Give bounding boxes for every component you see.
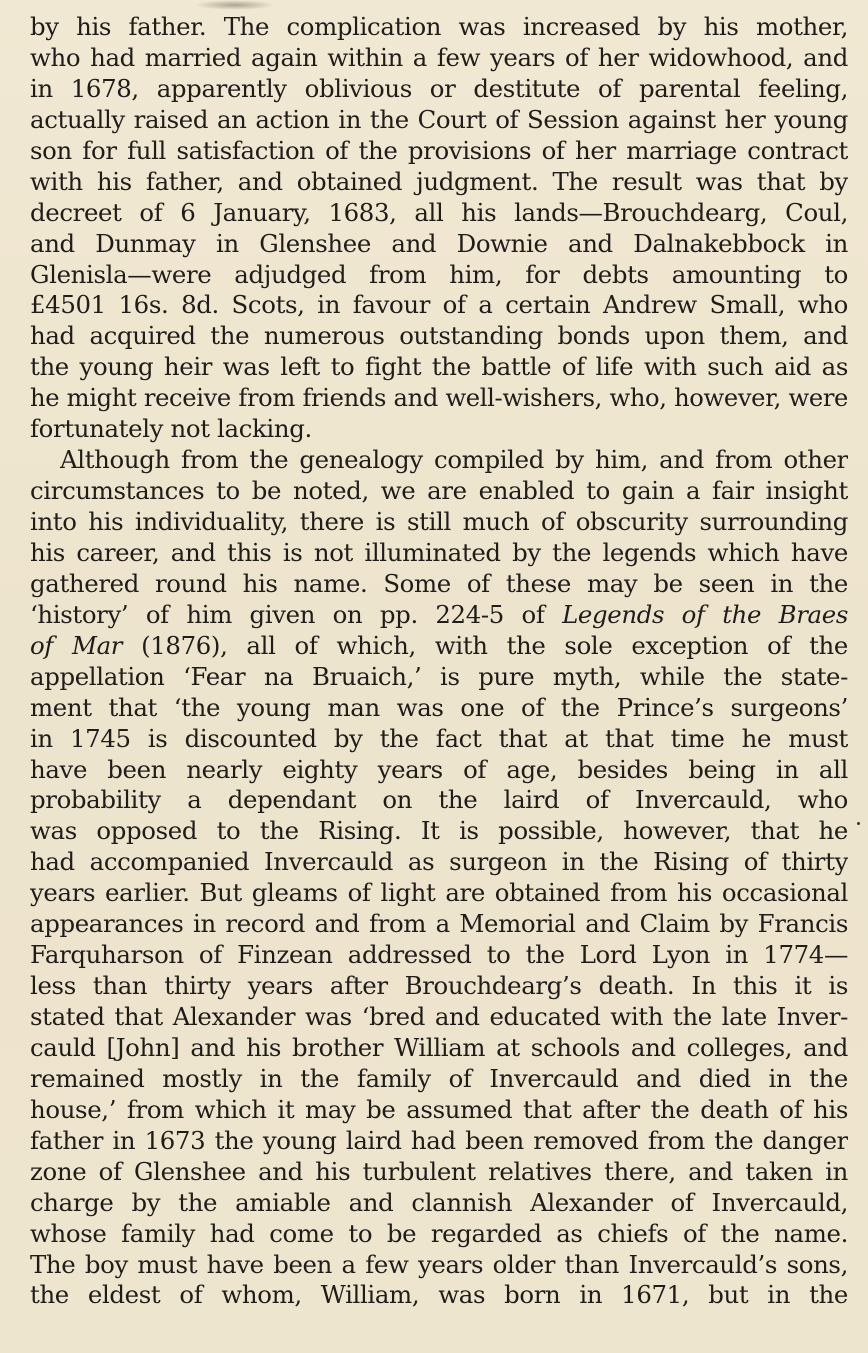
text-line: appellation ‘Fear na Bruaich,’ is pure myth, while the state-: [30, 661, 848, 691]
text-line: into his individuality, there is still much of obscurity surrounding: [30, 507, 848, 536]
text-line: house,’ from which it may be assumed that after the death of his: [30, 1094, 848, 1124]
text-line: whose family had come to be regarded as chiefs of the name.: [30, 1218, 848, 1248]
text-line: by his father. The complication was increased by his mother,: [30, 12, 848, 41]
text-line: cauld [John] and his brother William at schools and colleges, and: [30, 1032, 848, 1062]
text-line: son for full satisfaction of the provisions of her marriage contract: [30, 135, 848, 165]
text-line: probability a dependant on the laird of Invercauld, who: [30, 785, 848, 815]
text-line: actually raised an action in the Court of Session against her young: [30, 104, 848, 134]
text-line: his career, and this is not illuminated by the legends which have: [30, 537, 848, 567]
text-line: with his father, and obtained judgment. The result was that by: [30, 166, 848, 196]
text-line: had accompanied Invercauld as surgeon in the Rising of thirty: [30, 847, 848, 877]
text-line: who had married again within a few years of her widowhood, and: [30, 42, 848, 72]
text-line: [30, 631, 848, 662]
text-line: circumstances to be noted, we are enabled to gain a fair insight: [30, 476, 848, 506]
text-line: zone of Glenshee and his turbulent relatives there, and taken in: [30, 1156, 848, 1186]
book-title: of Mar: [30, 630, 123, 660]
text-line: father in 1673 the young laird had been removed from the danger: [30, 1125, 848, 1155]
scan-artifact: [195, 0, 275, 10]
text-line: Farquharson of Finzean addressed to the Lord Lyon in 1774—: [30, 940, 848, 970]
text-line: £4501 16s. 8d. Scots, in favour of a certain Andrew Small, who: [30, 290, 848, 320]
body-text: [30, 12, 848, 1311]
text-line: less than thirty years after Brouchdearg’s death. In this it is: [30, 971, 848, 1001]
text-line: Although from the genealogy compiled by him, and from other: [60, 445, 848, 475]
text-span: ‘history’ of him given on pp. 224-5 of: [30, 599, 563, 629]
book-title: Legends of the Braes: [562, 599, 848, 629]
text-line: appearances in record and from a Memorial and Claim by Francis: [30, 909, 848, 939]
text-line: was opposed to the Rising. It is possible, however, that he: [30, 816, 848, 846]
text-line: gathered round his name. Some of these may be seen in the: [30, 568, 848, 598]
text-line: The boy must have been a few years older than Invercauld’s sons,: [30, 1249, 848, 1279]
text-line: in 1745 is discounted by the fact that at that time he must: [30, 723, 848, 753]
text-line: decreet of 6 January, 1683, all his lands—Brouchdearg, Coul,: [30, 197, 848, 227]
text-line: have been nearly eighty years of age, besides being in all: [30, 754, 848, 784]
text-span: (1876), all of which, with the sole exception of the: [122, 630, 848, 660]
text-line: the young heir was left to fight the battle of life with such aid as: [30, 352, 848, 382]
text-line: stated that Alexander was ‘bred and educated with the late Inver-: [30, 1002, 848, 1031]
text-line: ment that ‘the young man was one of the Prince’s surgeons’: [30, 692, 848, 722]
text-line: had acquired the numerous outstanding bonds upon them, and: [30, 321, 848, 351]
text-line: he might receive from friends and well-wishers, who, however, were: [30, 384, 848, 413]
text-line: and Dunmay in Glenshee and Downie and Dalnakebbock in: [30, 228, 848, 258]
text-line: years earlier. But gleams of light are obtained from his occasional: [30, 878, 848, 908]
text-line: Glenisla—were adjudged from him, for debts amounting to: [30, 259, 848, 289]
scan-speck: [857, 822, 860, 825]
text-line: in 1678, apparently oblivious or destitute of parental feeling,: [30, 73, 848, 103]
text-line: fortunately not lacking.: [30, 414, 312, 444]
text-line: [30, 600, 848, 631]
text-line: the eldest of whom, William, was born in 1671, but in the: [30, 1280, 848, 1310]
text-line: charge by the amiable and clannish Alexander of Invercauld,: [30, 1187, 848, 1217]
text-line: remained mostly in the family of Invercauld and died in the: [30, 1063, 848, 1093]
